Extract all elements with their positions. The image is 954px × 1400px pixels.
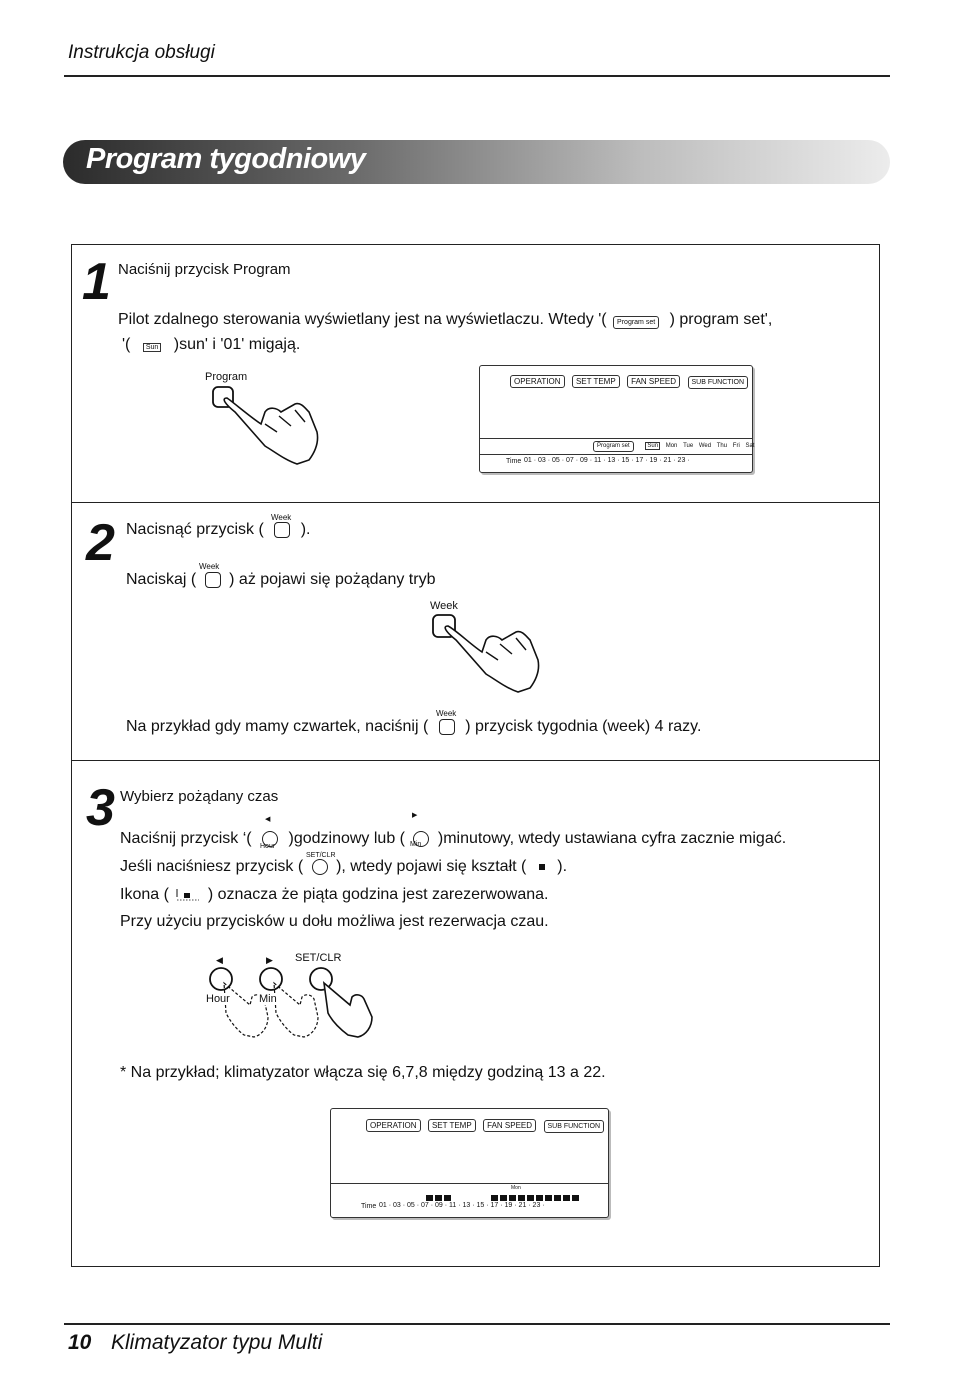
- text-fragment: Naciskaj (: [126, 571, 197, 588]
- lcd-tag-fan-speed: FAN SPEED: [483, 1119, 536, 1132]
- step-2-text-line-2: [126, 571, 435, 589]
- program-button-label: Program: [205, 371, 248, 383]
- step-1-text-line-2: [118, 311, 772, 329]
- step-3-heading: Wybierz pożądany czas: [120, 788, 279, 805]
- page-number: 10: [68, 1331, 92, 1354]
- fifth-hour-reserved-icon: [175, 887, 201, 903]
- reserved-hour-bar: [572, 1195, 579, 1201]
- lcd-tag-row: [363, 1115, 604, 1133]
- lcd-day-tue: Tue: [683, 443, 694, 449]
- step-2-number: 2: [86, 514, 115, 572]
- lcd-divider: [331, 1183, 608, 1184]
- step-2-text-line-1: [126, 521, 311, 539]
- min-button-label: Min: [259, 993, 277, 1005]
- text-fragment: ) aż pojawi się pożądany tryb: [229, 571, 436, 588]
- lcd-tag-set-temp: SET TEMP: [572, 375, 620, 388]
- lcd-day-sat: Sat: [745, 443, 755, 449]
- reserved-hour-bar: [563, 1195, 570, 1201]
- step-2-text-line-3: [126, 718, 701, 736]
- hour-arrow-label: ◀: [216, 955, 223, 965]
- week-button-hand-illustration[interactable]: [430, 612, 555, 697]
- example-note: * Na przykład; klimatyzator włącza się 6,7,8 między godziną 13 a 22.: [120, 1064, 606, 1081]
- text-fragment: Pilot zdalnego sterowania wyświetlany jest na wyświetlaczu. Wtedy '(: [118, 311, 607, 328]
- hand-icon: [324, 983, 372, 1037]
- week-mini-label: Week: [271, 513, 292, 522]
- text-fragment: ), wtedy pojawi się kształt (: [336, 858, 527, 875]
- text-fragment: ) program set',: [669, 311, 773, 328]
- program-button-hand-illustration[interactable]: [205, 382, 330, 467]
- reserved-hour-bar: [509, 1195, 516, 1201]
- step-divider-1: [71, 502, 880, 503]
- header-title: Instrukcja obsługi: [68, 42, 215, 63]
- text-fragment: Ikona (: [120, 886, 169, 903]
- min-mini-label: Min: [410, 841, 422, 848]
- lcd-tag-operation: OPERATION: [366, 1119, 421, 1132]
- setclr-mini-label: SET/CLR: [306, 852, 336, 859]
- lcd-day-mon: Mon: [511, 1185, 521, 1191]
- lcd-tag-fan-speed: FAN SPEED: [627, 375, 680, 388]
- week-button-icon: [439, 719, 455, 735]
- lcd-day-mon: Mon: [665, 443, 678, 449]
- step-3-text-line-3: [120, 858, 567, 876]
- right-arrow-mini: ▶: [412, 812, 418, 819]
- lcd-tag-operation: OPERATION: [510, 375, 565, 388]
- setclr-button-icon: [312, 859, 328, 875]
- reserved-hour-bar: [444, 1195, 451, 1201]
- text-fragment: ) oznacza że piąta godzina jest zarezerwowana.: [207, 886, 549, 903]
- reserved-hour-bar: [435, 1195, 442, 1201]
- lcd-day-wed: Wed: [698, 443, 712, 449]
- header-rule: [64, 75, 890, 77]
- step-1-heading: Naciśnij przycisk Program: [118, 261, 291, 278]
- hand-icon: [445, 626, 538, 692]
- text-fragment: '(: [122, 336, 131, 353]
- text-fragment: ).: [300, 521, 311, 538]
- text-fragment: Jeśli naciśniesz przycisk (: [120, 858, 304, 875]
- step-3-number: 3: [86, 779, 115, 837]
- remote-lcd-display-2: [330, 1108, 609, 1218]
- step-divider-2: [71, 760, 880, 761]
- week-mini-label-2: Week: [199, 562, 220, 571]
- min-arrow-label: ▶: [266, 955, 273, 965]
- reserved-hour-bar: [527, 1195, 534, 1201]
- step-3-text-line-5: Przy użyciu przycisków u dołu możliwa jest rezerwacja czau.: [120, 913, 549, 930]
- footer-title: Klimatyzator typu Multi: [111, 1331, 323, 1354]
- reservation-mark-icon: [539, 864, 545, 870]
- text-fragment: )godzinowy lub (: [288, 830, 405, 847]
- week-button-label: Week: [430, 600, 458, 612]
- hand-icon-dashed: [274, 983, 318, 1037]
- hand-icon-dashed: [224, 983, 268, 1037]
- reserved-hour-bar: [536, 1195, 543, 1201]
- reserved-hour-bar: [500, 1195, 507, 1201]
- lcd-tag-sub-function: SUB FUNCTION: [688, 376, 749, 389]
- lcd-tag-row: [507, 371, 748, 389]
- reserved-hour-bar: [426, 1195, 433, 1201]
- step-3-text-line-2: [120, 830, 786, 848]
- week-button-icon: [274, 522, 290, 538]
- text-fragment: )minutowy, wtedy ustawiana cyfra zacznie migać.: [437, 830, 787, 847]
- hour-min-setclr-buttons-illustration[interactable]: [204, 965, 384, 1050]
- program-set-tag: Program set: [613, 316, 659, 329]
- lcd-time-scale: 01 · 03 · 05 · 07 · 09 · 11 · 13 · 15 · 17 · 19 · 21 · 23 ·: [524, 457, 690, 464]
- step-1-number: 1: [82, 253, 111, 311]
- reserved-hour-bar: [518, 1195, 525, 1201]
- text-fragment: Naciśnij przycisk ‘(: [120, 830, 252, 847]
- lcd-tag-sub-function: SUB FUNCTION: [544, 1120, 605, 1133]
- lcd-day-fri: Fri: [732, 443, 740, 449]
- step-1-text-line-3: [122, 336, 300, 354]
- remote-lcd-display-1: [479, 365, 753, 473]
- lcd-divider: [480, 438, 752, 439]
- footer-rule: [64, 1323, 890, 1325]
- lcd-divider-2: [480, 454, 752, 455]
- lcd-program-set: Program set: [593, 441, 634, 452]
- text-fragment: Na przykład gdy mamy czwartek, naciśnij (: [126, 718, 429, 735]
- week-button-icon: [205, 572, 221, 588]
- text-fragment: ).: [557, 858, 568, 875]
- lcd-day-sun: Sun: [647, 443, 659, 449]
- left-arrow-mini: ◀: [265, 816, 271, 823]
- text-fragment: Nacisnąć przycisk (: [126, 521, 264, 538]
- hand-icon: [224, 398, 317, 464]
- text-fragment: )sun' i '01' migają.: [173, 336, 301, 353]
- lcd-time-label: Time: [361, 1203, 377, 1210]
- lcd-day-row: [590, 441, 754, 452]
- sun-tag: Sun: [143, 343, 161, 352]
- setclr-button-label: SET/CLR: [295, 952, 342, 964]
- hour-mini-label: Hour: [260, 843, 276, 850]
- lcd-tag-set-temp: SET TEMP: [428, 1119, 476, 1132]
- text-fragment: ) przycisk tygodnia (week) 4 razy.: [465, 718, 702, 735]
- section-title: Program tygodniowy: [86, 143, 366, 175]
- week-mini-label-3: Week: [436, 709, 457, 718]
- step-3-text-line-4: [120, 886, 548, 904]
- reserved-hour-bar: [545, 1195, 552, 1201]
- reserved-hour-bar: [554, 1195, 561, 1201]
- hour-button-label: Hour: [206, 993, 230, 1005]
- reserved-hour-bar: [491, 1195, 498, 1201]
- lcd-time-label: Time: [506, 458, 522, 465]
- lcd-time-scale: 01 · 03 · 05 · 07 · 09 · 11 · 13 · 15 · 17 · 19 · 21 · 23 ·: [379, 1202, 545, 1209]
- lcd-day-thu: Thu: [716, 443, 728, 449]
